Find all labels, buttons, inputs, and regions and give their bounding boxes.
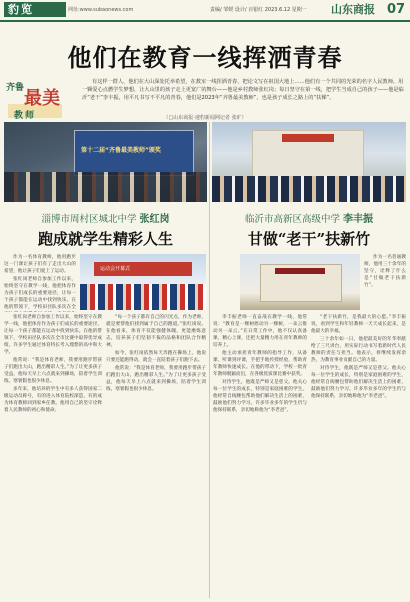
newspaper-name: 山东商报 [331,3,375,16]
student-crowd [212,176,406,202]
sports-meet-photo [80,254,206,310]
right-story-column-b [213,314,307,598]
right-teacher-name: 李丰振 [343,214,374,225]
paragraph: 他常说：“我是体育老师，我要用跑步带孩子们跑出大山，跑出精彩人生。”为了让更多孩子受益，他每天早上六点就来到操场，陪着学生训练，寒暑假也很少休息。 [4,358,102,384]
paragraph: 张红岗老师自参加工作以来，始终坚守在教学一线，他把体育作为孩子们成长的重要途径，让每一个孩子都能在运动中找到快乐。在他的带领下，学校田径队多次在全 [4,277,76,310]
paragraph: 如今，张红岗依然每天奔跑在操场上，他说只要还能跑得动，就会一直陪着孩子们跑下去。 [106,351,206,363]
badge-main-text: 最美 [24,88,60,109]
left-teacher-name: 张红岗 [139,214,170,225]
page-number: 07 [386,2,406,17]
building-banner [282,134,334,142]
masthead-bar [0,0,410,20]
section-brand: 豹览 [4,2,66,17]
right-story-column-c [311,314,406,598]
paragraph: 对待学生，他既是严师又是慈父。他关心每一位学生的成长，特别是家庭困难的学生，他经常自掏腰包帮助他们解决生活上的困难，鼓励他们努力学习。许多毕业多年的学生仍与他保持联系，亲切地称他为“李老爸”。 [213,380,307,413]
left-teacher-byline [4,210,207,225]
website-url: 网址:www.subaonews.com [68,7,134,13]
badge-top-text: 齐鲁 [6,83,25,93]
award-ceremony-photo [4,122,207,202]
paragraph: 作为一名体育教师，他用跑步这一门课让孩子们有了走出大山的希望，他让孩子们爱上了运动。 [4,255,76,274]
sports-meet-banner [94,262,192,276]
page-headline: 他们在教育一线挥洒青春 [67,43,343,72]
masthead-rule [0,20,410,22]
right-story-title: 甘做“老干”扶新竹 [247,230,371,248]
paragraph: 作为一名普通教师，他用三十余年的坚守，诠释了什么是“甘做老干扶新竹”。 [364,255,406,288]
sports-meet-banner-text: 运动会开幕式 [100,266,131,272]
left-story-title: 跑成就学生精彩人生 [37,230,173,248]
paragraph: 多年来，他培养的学生中有多人获得国家二级运动员称号，有的进入体育院校深造，有的成为体育教师回到家乡任教。他用自己的坚守诠释着人民教师的初心和使命。 [4,387,102,413]
students-row [80,284,206,310]
paragraph: 他常说：“我是体育老师，我要用跑步带孩子们跑出大山，跑出精彩人生。”为了让更多孩子受益，他每天早上六点就来到操场，陪着学生训练，寒暑假也很少休息。 [106,366,206,392]
badge-sub-text: 教师 [14,111,37,121]
paragraph: 三十余年如一日，他把最美好的年华奉献给了三尺讲台，用实际行动书写着新时代人民教师的责任与担当。他表示，将继续发挥余热，为教育事业贡献自己的力量。 [311,337,406,363]
paragraph: “老干扶新竹，是我最大的心愿。”李丰振说，看到学生和年轻教师一天天成长起来，是他最大的幸福。 [311,315,406,334]
paragraph: 李丰振老师一直奋战在教学一线，他常说：“教育是一棵树摇动另一棵树，一朵云推动另一朵云。”在日常工作中，他不仅认真备课、精心上课，还把大量精力用在青年教师的培养上。 [213,315,307,348]
school-gate-photo [240,254,360,310]
left-story-column-a [4,254,76,312]
right-teacher-byline [212,210,406,225]
reporter-credit: （□山东商报·速豹新闻网记者 张旷） [163,115,247,121]
editor-date-line: 责编/ 邹媛 设计/ 百银红 2023.6.12 星期一 [210,7,307,13]
right-story-column-a [364,254,406,312]
paragraph: 他主动承担青年教师的指导工作，从备课、听课到评课，手把手地传授经验，帮助青年教师快速成长。在他的带动下，学校一批青年教师脱颖而出，在各级优质课比赛中获奖。 [213,351,307,377]
column-divider [209,122,210,598]
paragraph: 张红岗老师自参加工作以来，始终坚守在教学一线，他把体育作为孩子们成长的重要途径，让每一个孩子都能在运动中找到快乐。在他的带领下，学校田径队多次在全市比赛中取得优异成绩，许多学生通过体育特长考入理想的高中和大学。 [4,315,102,355]
left-story-column-c [106,314,206,598]
school-event-photo [212,122,406,202]
audience-silhouettes [4,172,207,202]
paragraph: 对待学生，他既是严师又是慈父。他关心每一位学生的成长，特别是家庭困难的学生，他经常自掏腰包帮助他们解决生活上的困难，鼓励他们努力学习。许多毕业多年的学生仍与他保持联系，亲切地称他为“李老爸”。 [311,366,406,399]
right-teacher-unit: 临沂市高新区高级中学 [244,214,340,225]
left-story-column-b [4,314,102,598]
left-teacher-unit: 淄博市周村区城北中学 [41,214,137,225]
stage-screen-text: 第十二届“齐鲁最美教师”颁奖 [81,147,161,154]
paragraph: “每一个孩子都有自己的闪光点，作为老师，就是要帮他们找到属于自己的跑道。”张红岗说。在他看来，体育不仅能强健体魄，更能磨炼意志，培养孩子们坚韧不拔的品格和团队合作精神。 [106,315,206,348]
intro-paragraph: 有这样一群人，他们在大山深处托举希望，在教室一线挥洒青春，把论文写在祖国大地上……他们有一个共同的光荣的名字人民教师。用一颗爱心点燃学生梦想，让大山里的孩子走上更宽广的舞台——他是乡村教师张红岗；每日坚守在第一线，把学生当成自己的孩子——他是临沂“老干”李丰振，用平凡书写不平凡的青春，他们是2023年“齐鲁最美教师”，也是孩子成长之路上的“扶梯”。 [82,79,404,102]
gate-sign [275,268,325,274]
stage-screen [74,130,194,176]
